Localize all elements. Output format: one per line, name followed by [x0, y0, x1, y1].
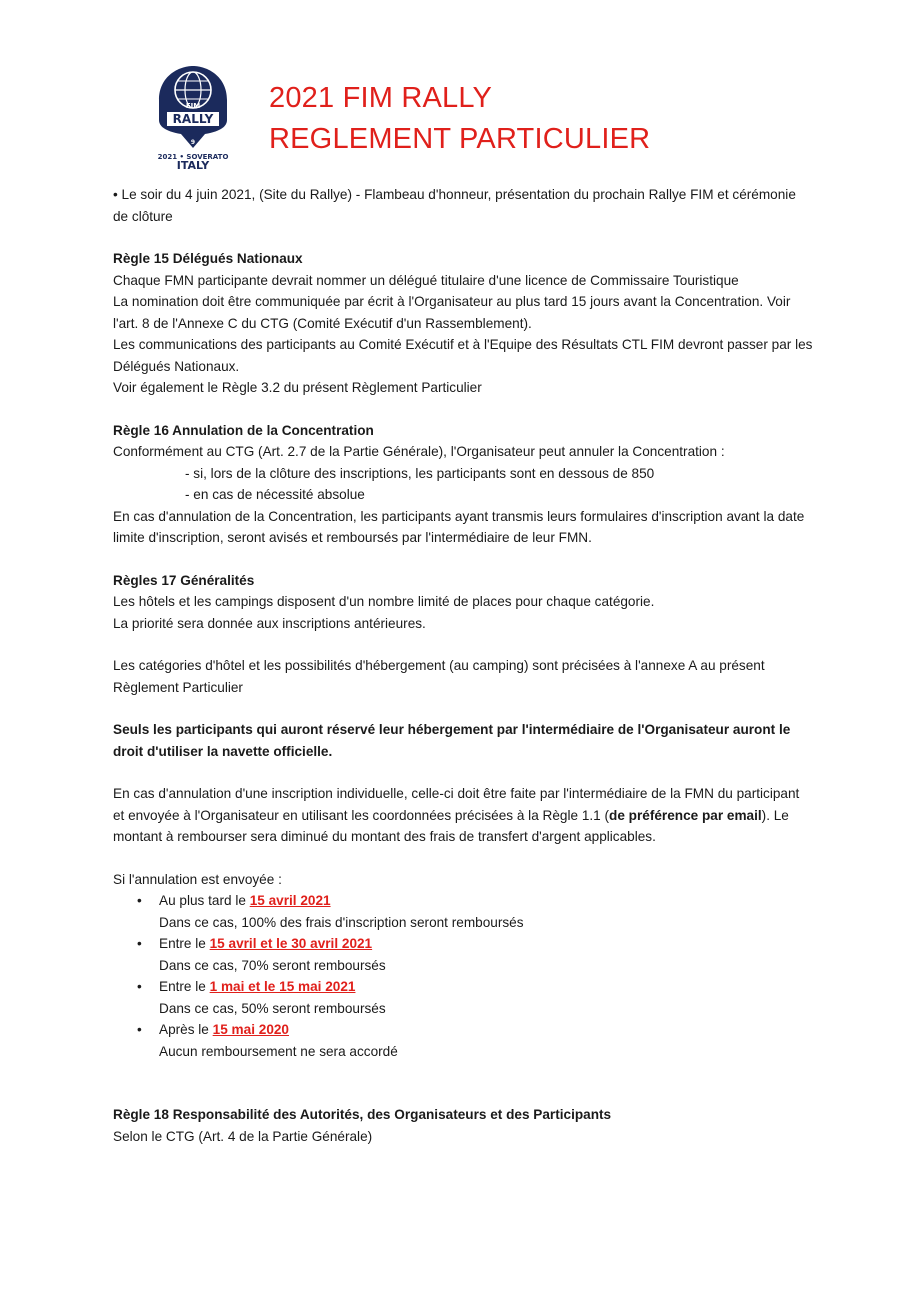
refund-date: 15 mai 2020: [212, 1022, 289, 1037]
rule16-intro: Conformément au CTG (Art. 2.7 de la Partie Générale), l'Organisateur peut annuler la Concentration :: [113, 444, 725, 459]
refund-prefix: Entre le: [159, 936, 210, 951]
logo-rally-text: RALLY: [172, 112, 214, 126]
refund-prefix: Après le: [159, 1022, 213, 1037]
rule16-after: En cas d'annulation de la Concentration, les participants ayant transmis leurs formulaires d'inscription avant la date limite d'inscription, seront avisés et remboursés par l'intermédiaire de leur FMN.: [113, 508, 805, 545]
rule17-line: Les hôtels et les campings disposent d'un nombre limité de places pour chaque catégorie.: [113, 594, 655, 609]
refund-detail: Dans ce cas, 70% seront remboursés: [159, 957, 386, 973]
cancel-text-bold: de préférence par email: [609, 807, 762, 823]
rule18-heading: Règle 18 Responsabilité des Autorités, des Organisateurs et des Participants: [113, 1107, 612, 1122]
cancel-text-b: ). Le montant à rembourser sera diminué du montant des frais de transfert d'argent applicables.: [113, 807, 789, 844]
rule15-line: Les communications des participants au Comité Exécutif et à l'Equipe des Résultats CTL FIM devront passer par les Délégués Nationaux.: [113, 337, 813, 374]
title-line-1: 2021 FIM RALLY: [269, 82, 493, 114]
svg-text:9: 9: [190, 139, 196, 146]
rule18-line: Selon le CTG (Art. 4 de la Partie Générale): [113, 1128, 373, 1144]
refund-item: [113, 976, 813, 1019]
refund-prefix: Entre le: [159, 979, 210, 994]
rule15-line: Voir également le Règle 3.2 du présent Règlement Particulier: [113, 380, 482, 395]
rule16-case: - en cas de nécessité absolue: [185, 487, 365, 502]
bullet-icon: •: [137, 936, 142, 951]
rule16-heading: Règle 16 Annulation de la Concentration: [113, 422, 374, 438]
rule17-categories: Les catégories d'hôtel et les possibilités d'hébergement (au camping) sont précisées à l'annexe A au présent Règlement Particulier: [113, 658, 765, 695]
refund-date: 1 mai et le 15 mai 2021: [209, 979, 356, 994]
fim-rally-logo: [145, 62, 241, 170]
rule17-heading: Règles 17 Généralités: [113, 572, 255, 588]
refund-detail: Dans ce cas, 50% seront remboursés: [159, 1000, 386, 1016]
bullet-icon: •: [137, 1022, 142, 1037]
rule17-cancellation-paragraph: [113, 783, 813, 848]
cancel-text-a: En cas d'annulation d'une inscription individuelle, celle-ci doit être faite par l'intermédiaire de la FMN du participant et envoyée à l'Organisateur en utilisant les coordonnées précisées à la Règle 1.1 (: [113, 786, 800, 823]
refund-list: [113, 890, 813, 1062]
refund-item: [113, 890, 813, 933]
logo-fim-text: FIM: [185, 102, 201, 110]
logo-emblem-icon: [145, 62, 241, 170]
rule15-line: La nomination doit être communiquée par écrit à l'Organisateur au plus tard 15 jours avant la Concentration. Voir l'art. 8 de l'Annexe C du CTG (Comité Exécutif d'un Rassemblement).: [113, 294, 791, 331]
title-line-2: REGLEMENT PARTICULIER: [269, 123, 651, 155]
document-body: [113, 184, 813, 1147]
rule15-heading: Règle 15 Délégués Nationaux: [113, 251, 303, 266]
refund-item: [113, 933, 813, 976]
logo-year-text: 2021 • SOVERATO: [157, 153, 229, 161]
refund-detail: Aucun remboursement ne sera accordé: [159, 1043, 398, 1059]
rule17-shuttle-notice: Seuls les participants qui auront réservé leur hébergement par l'intermédiaire de l'Organisateur auront le droit d'utiliser la navette officielle.: [113, 722, 791, 759]
bullet-icon: •: [137, 979, 142, 994]
refund-detail: Dans ce cas, 100% des frais d'inscription seront remboursés: [159, 914, 524, 930]
refund-prefix: Au plus tard le: [159, 893, 250, 908]
document-title: [269, 78, 650, 160]
logo-country-text: ITALY: [176, 159, 210, 170]
rule17-if-sent: Si l'annulation est envoyée :: [113, 871, 282, 887]
rule17-line: La priorité sera donnée aux inscriptions antérieures.: [113, 615, 426, 631]
refund-date: 15 avril 2021: [249, 893, 331, 908]
bullet-icon: •: [137, 893, 142, 908]
rule16-case: - si, lors de la clôture des inscriptions, les participants sont en dessous de 850: [185, 465, 655, 481]
rule15-line: Chaque FMN participante devrait nommer un délégué titulaire d'une licence de Commissaire Touristique: [113, 272, 739, 288]
refund-date: 15 avril et le 30 avril 2021: [209, 936, 373, 951]
intro-paragraph: • Le soir du 4 juin 2021, (Site du Rallye) - Flambeau d'honneur, présentation du prochain Rallye FIM et cérémonie de clôture: [113, 187, 796, 224]
refund-item: [113, 1019, 813, 1062]
